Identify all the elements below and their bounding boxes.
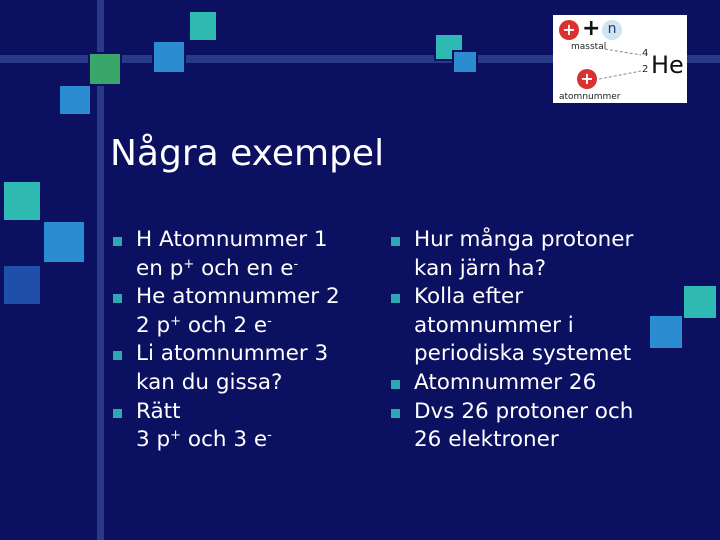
bullet-item <box>110 398 360 455</box>
square-bullet-icon <box>113 409 122 418</box>
bullet-item <box>388 398 688 455</box>
line-text: Atomnummer 26 <box>414 369 597 395</box>
square-bullet-icon <box>113 351 122 360</box>
decor-square <box>2 264 42 306</box>
square-bullet-icon <box>113 237 122 246</box>
superscript: - <box>293 256 299 272</box>
superscript: + <box>183 256 195 272</box>
bullet-line <box>414 255 688 284</box>
bullet-item <box>110 283 360 340</box>
line-text: 26 elektroner <box>414 427 559 453</box>
decor-square <box>2 180 42 222</box>
line-text: Hur många protoner <box>414 227 634 252</box>
line-text: 2 p <box>136 312 171 338</box>
superscript: - <box>267 313 272 329</box>
proton-icon: + <box>559 20 579 40</box>
superscript: - <box>267 428 272 444</box>
line-text: och en e <box>194 255 294 281</box>
line-text: Li atomnummer 3 <box>136 341 329 367</box>
decor-square <box>88 52 122 86</box>
bullet-line <box>136 312 360 341</box>
bullet-line <box>414 283 688 312</box>
bullet-line <box>136 369 360 398</box>
bullet-line <box>136 226 360 255</box>
line-text: atomnummer i <box>414 312 574 338</box>
decor-square <box>452 50 478 74</box>
right-bullet-list <box>388 226 688 455</box>
square-bullet-icon <box>391 409 400 418</box>
line-text: kan järn ha? <box>414 255 546 281</box>
decor-square <box>152 40 186 74</box>
decor-square <box>188 10 218 42</box>
bullet-line <box>136 283 360 312</box>
proton-icon: + <box>577 69 597 89</box>
line-text: periodiska systemet <box>414 341 632 367</box>
bullet-line <box>136 255 360 284</box>
left-bullet-list <box>110 226 360 455</box>
line-text: H Atomnummer 1 <box>136 227 328 252</box>
bullet-line <box>136 398 360 427</box>
square-bullet-icon <box>391 237 400 246</box>
bullet-line <box>414 398 688 427</box>
bullet-line <box>136 426 360 455</box>
slide-title: Några exempel <box>110 133 385 174</box>
line-text: och 3 e <box>181 427 268 453</box>
bullet-line <box>414 369 688 398</box>
bullet-item <box>110 340 360 397</box>
square-bullet-icon <box>391 294 400 303</box>
superscript: + <box>170 428 182 444</box>
bullet-line <box>136 340 360 369</box>
line-text: 3 p <box>136 427 171 453</box>
line-text: kan du gissa? <box>136 369 283 395</box>
atomic-number-value: 2 <box>642 64 649 75</box>
line-text: He atomnummer 2 <box>136 284 340 310</box>
superscript: + <box>170 313 182 329</box>
bullet-item <box>388 369 688 398</box>
bullet-item <box>388 283 688 369</box>
line-text: Kolla efter <box>414 284 524 310</box>
line-text: Rätt <box>136 398 181 424</box>
element-symbol: He <box>651 51 684 79</box>
decor-square <box>42 220 86 264</box>
decor-square <box>58 84 92 116</box>
line-text: Dvs 26 protoner och <box>414 398 634 424</box>
line-text: och 2 e <box>181 312 268 338</box>
square-bullet-icon <box>113 294 122 303</box>
helium-atom-figure <box>553 15 687 103</box>
plus-glyph: + <box>582 16 601 41</box>
mass-number-label: masstal <box>571 42 607 52</box>
bullet-line <box>414 312 688 341</box>
mass-number-value: 4 <box>642 48 649 59</box>
square-bullet-icon <box>391 380 400 389</box>
atomic-number-label: atomnummer <box>559 92 621 102</box>
bullet-line <box>414 426 688 455</box>
bullet-item <box>110 226 360 283</box>
bullet-line <box>414 226 688 255</box>
bullet-item <box>388 226 688 283</box>
line-text: en p <box>136 255 184 281</box>
neutron-icon: n <box>602 20 622 40</box>
bullet-line <box>414 340 688 369</box>
